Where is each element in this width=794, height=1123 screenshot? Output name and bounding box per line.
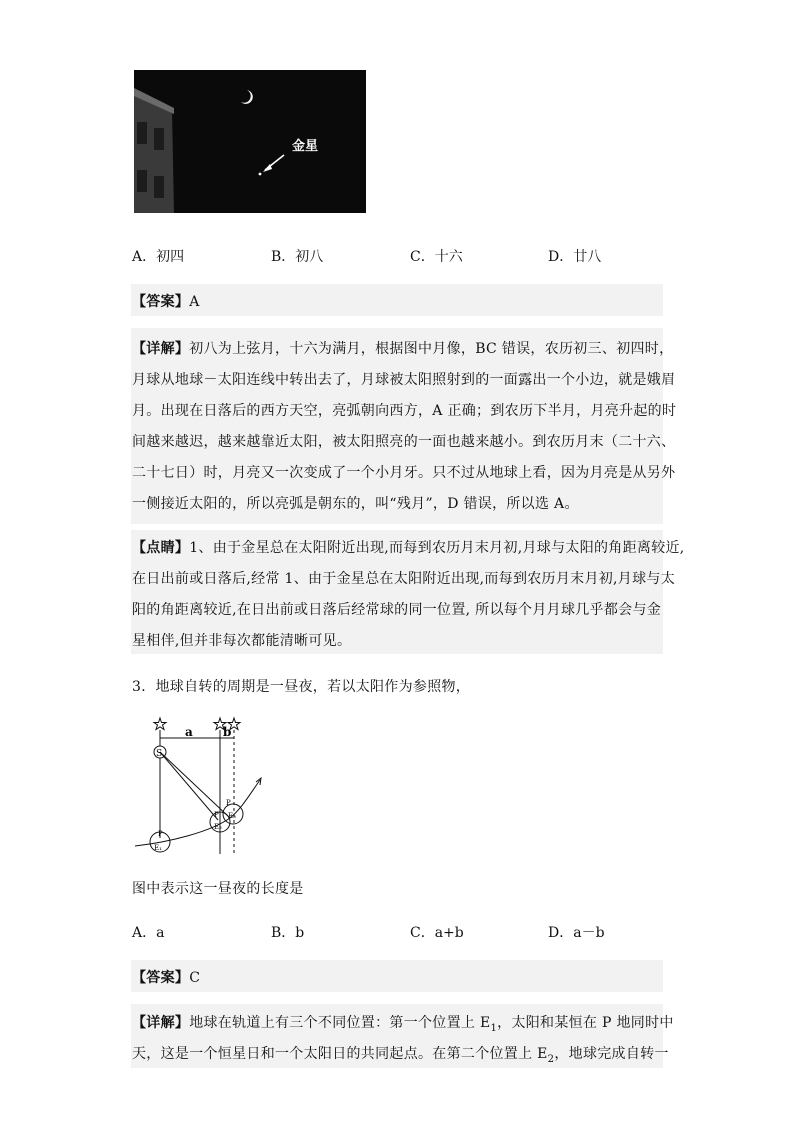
q2-options <box>132 246 672 268</box>
q2-option-d: D．廿八 <box>548 249 602 265</box>
q3-detail-line-1: 【详解】地球在轨道上有三个不同位置：第一个位置上 $E_1$，太阳和某恒在 P 地同时中 <box>132 1015 674 1034</box>
q2-option-b: B．初八 <box>271 249 324 265</box>
venus-label: 金星 <box>292 139 319 154</box>
q2-detail-line-3: 月。出现在日落后的西方天空，亮弧朝向西方，A 正确；到农历下半月，月亮升起的时 <box>132 403 677 419</box>
label-p1: P <box>158 830 163 838</box>
answer-value: A <box>189 294 200 310</box>
answer-tag: 【答案】 <box>132 294 190 310</box>
label-a: a <box>185 725 193 739</box>
label-e1: E₁ <box>154 844 162 852</box>
q2-option-c: C．十六 <box>410 249 463 265</box>
q2-answer-block <box>131 284 663 316</box>
q2-detail-line-4: 间越来越迟，越来越靠近太阳，被太阳照亮的一面也越来越小。到农历月末（二十六、 <box>132 434 676 450</box>
q3-detail-line-2: 天，这是一个恒星日和一个太阳日的共同起点。在第二个位置上 $E_2$，地球完成自转一 <box>132 1046 669 1065</box>
q2-detail-line-5: 二十七日）时，月亮又一次变成了一个小月牙。只不过从地球上看，因为月亮是从另外 <box>132 465 676 481</box>
q2-detail-line-6: 一侧接近太阳的，所以亮弧是朝东的，叫“残月”，D 错误，所以选 A。 <box>132 496 579 512</box>
q3-option-c: C．a+b <box>410 925 464 941</box>
q3-option-b: B．b <box>271 925 305 941</box>
q2-detail-line-1: 【详解】初八为上弦月，十六为满月，根据图中月像，BC 错误，农历初三、初四时， <box>132 341 674 357</box>
q2-option-a: A．初四 <box>132 249 185 265</box>
q2-comment-line-2: 在日出前或日落后,经常 1、由于金星总在太阳附近出现,而每到农历月末月初,月球与太 <box>132 571 676 587</box>
label-b: b <box>223 725 232 739</box>
q2-comment-line-3: 阳的角距离较近,在日出前或日落后经常球的同一位置, 所以每个月月球几乎都会与金 <box>132 602 662 618</box>
q3-answer <box>132 967 200 987</box>
q2-comment-line-1: 【点睛】1、由于金星总在太阳附近出现,而每到农历月末月初,月球与太阳的角距离较近, <box>132 540 685 556</box>
detail-tag: 【详解】 <box>132 341 190 357</box>
label-p3: P <box>226 799 231 807</box>
label-e2: E₂ <box>214 823 222 831</box>
q3-options <box>132 922 672 944</box>
orbit-diagram <box>130 714 280 864</box>
q3-option-a: A．a <box>132 925 165 941</box>
q3-question: 图中表示这一昼夜的长度是 <box>132 881 304 897</box>
q3-option-d: D．a－b <box>548 925 605 941</box>
detail-tag: 【详解】 <box>132 1015 190 1031</box>
orbit-diagram-svg <box>130 714 280 864</box>
night-sky-scene <box>134 70 366 213</box>
label-e3: E₃ <box>228 812 236 820</box>
comment-tag: 【点睛】 <box>132 540 190 556</box>
q2-detail-line-2: 月球从地球－太阳连线中转出去了，月球被太阳照射到的一面露出一个小边，就是娥眉 <box>132 372 676 388</box>
answer-value: C <box>189 970 201 986</box>
q3-answer-block <box>131 960 663 992</box>
venus-dot <box>259 173 262 176</box>
q2-answer <box>132 291 200 311</box>
q2-comment-line-4: 星相伴,但并非每次都能清晰可见。 <box>132 633 352 649</box>
label-p2: P <box>214 811 219 819</box>
star-icon <box>154 718 166 730</box>
q3-stem: 3．地球自转的周期是一昼夜，若以太阳作为参照物， <box>132 679 471 695</box>
sun-label: S <box>156 749 163 759</box>
answer-tag: 【答案】 <box>132 970 190 986</box>
moon-venus-photo <box>134 70 366 213</box>
